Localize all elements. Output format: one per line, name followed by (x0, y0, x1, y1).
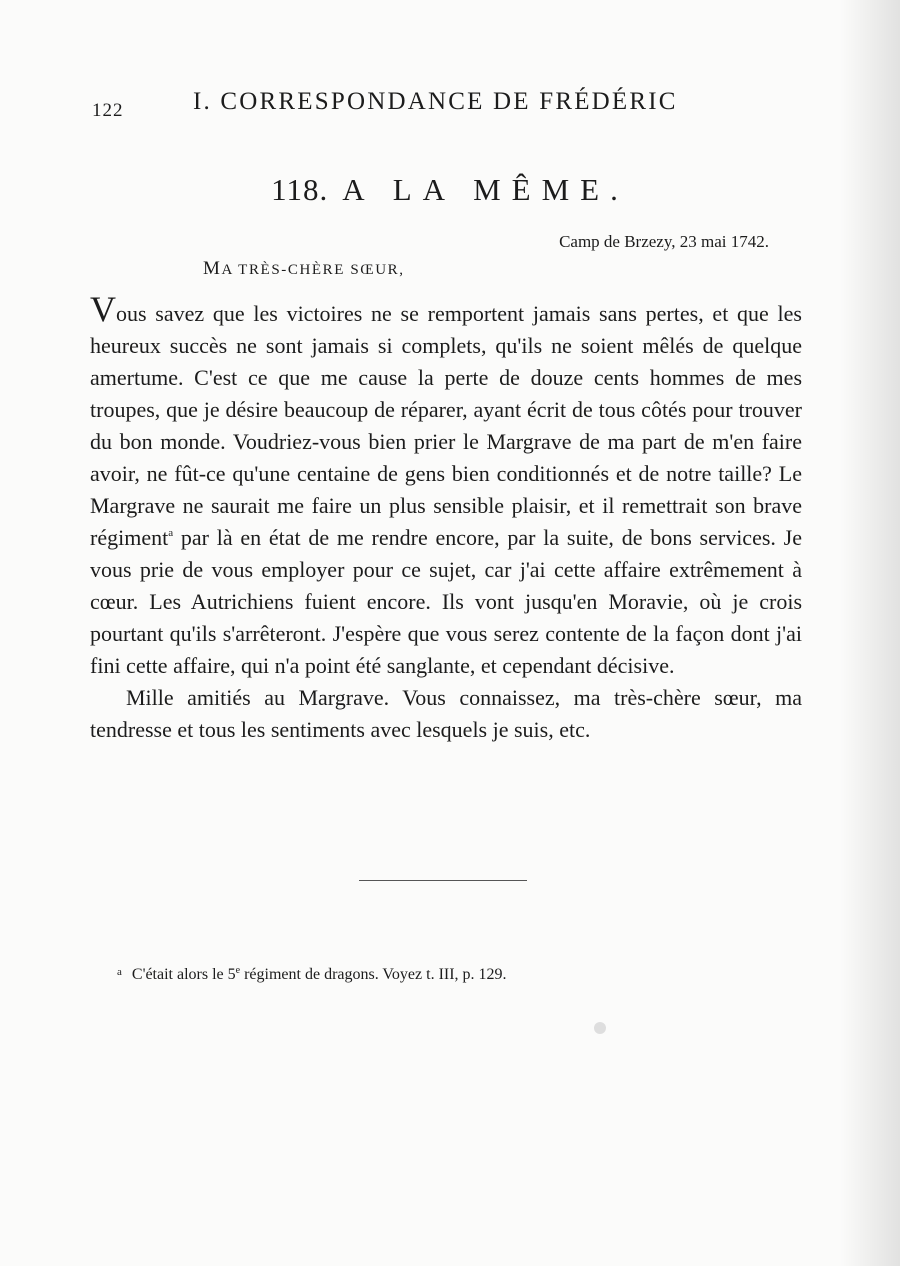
letter-paragraph-1 (90, 289, 802, 682)
separator-rule (359, 880, 527, 881)
letter-heading (0, 172, 900, 208)
letter-number: 118. (271, 172, 329, 207)
footnote-text-before: C'était alors le 5 (131, 966, 236, 983)
letter-paragraph-2: Mille amitiés au Margrave. Vous connaissez, ma très-chère sœur, ma tendresse et tous les sentiments avec lesquels je suis, etc. (90, 685, 802, 742)
paper-speck (594, 1022, 606, 1034)
footnote-reference: a (168, 527, 174, 539)
paragraph-1-text-a: Vous savez que les victoires ne se remportent jamais sans pertes, et que les heureux succès ne sont jamais si complets, qu'ils ne soient mêlés de quelque amertume. C'est ce que me cause la perte de douze cents hommes de mes troupes, que je désire beaucoup de réparer, ayant écrit de tous côtés pour trouver du bon monde. Voudriez-vous bien prier le Margrave de ma part de m'en faire avoir, ne fût-ce qu'une centaine de gens bien conditionnés et de notre taille? Le Margrave ne saurait me faire un plus sensible plaisir, et il remettrait son brave régiment (90, 289, 802, 550)
footnote (117, 966, 507, 984)
page-number: 122 (92, 100, 124, 121)
footnote-marker: a (117, 966, 122, 978)
letter-body (90, 289, 802, 746)
letter-title: A LA MÊME. (342, 172, 629, 207)
running-head: I. CORRESPONDANCE DE FRÉDÉRIC (193, 88, 678, 115)
salutation: MA TRÈS-CHÈRE SŒUR, (203, 258, 405, 279)
footnote-superscript: e (235, 965, 241, 976)
footnote-text-after: régiment de dragons. Voyez t. III, p. 129. (240, 966, 507, 983)
dateline: Camp de Brzezy, 23 mai 1742. (559, 232, 769, 251)
paragraph-1-text-b: par là en état de me rendre encore, par la suite, de bons services. Je vous prie de vous employer pour ce sujet, car j'ai cette affaire extrêmement à cœur. Les Autrichiens fuient encore. Ils vont jusqu'en Moravie, où je crois pourtant qu'ils s'arrêteront. J'espère que vous serez contente de la façon dont j'ai fini cette affaire, qui n'a point été sanglante, et cependant décisive. (90, 525, 802, 678)
